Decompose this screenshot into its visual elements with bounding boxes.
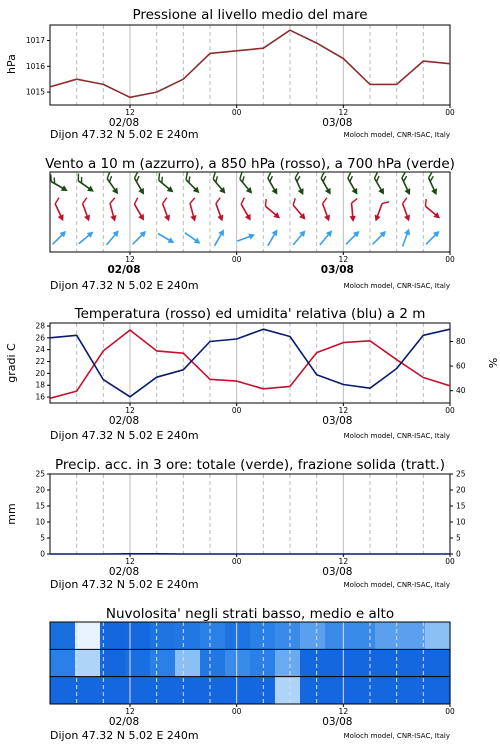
cloud-cell	[350, 649, 376, 677]
barb-head	[218, 228, 227, 236]
temperature-plot-frame	[50, 323, 450, 403]
wind-barb-700-hPa	[370, 172, 389, 197]
precipitation-dates	[109, 566, 353, 578]
precipitation-grid	[77, 474, 424, 554]
wind-barb-700-hPa	[102, 172, 123, 196]
wind-credit: Moloch model, CNR-ISAC, Italy	[343, 282, 450, 290]
wind-barb-850-hPa	[158, 198, 175, 223]
cloud-cell	[50, 677, 76, 705]
barb-head	[272, 188, 281, 196]
wind-barb-700-hPa	[424, 172, 442, 197]
date-label: 03/08	[322, 117, 353, 129]
barb-feather	[54, 198, 61, 204]
wind-barb-700-hPa	[316, 172, 335, 197]
barb-feather	[291, 198, 298, 205]
barb-head	[245, 214, 254, 222]
precipitation-plot-frame	[50, 474, 450, 554]
x-tick-label: 12	[338, 108, 349, 117]
barb-feather	[351, 199, 357, 204]
wind-barb-700-hPa	[291, 172, 309, 197]
pressure-panel	[5, 7, 455, 141]
wind-panel	[45, 156, 455, 292]
barb-head	[373, 215, 381, 223]
wind-barb-10-m	[400, 228, 413, 248]
wind-barb-850-hPa	[318, 198, 335, 223]
barb-head	[58, 214, 66, 222]
wind-barb-10-m	[130, 229, 148, 247]
y-tick-label: 5	[456, 533, 461, 543]
barb-feather	[382, 200, 389, 206]
barb-feather	[75, 174, 82, 181]
cloud-cell	[275, 622, 301, 650]
cloud-cell	[250, 677, 276, 705]
wind-barb-10-m	[344, 229, 362, 247]
barb-head	[352, 188, 361, 196]
barb-head	[164, 215, 172, 223]
precipitation-panel	[5, 457, 466, 591]
cloud-cell	[175, 622, 201, 650]
cloud-cell	[325, 649, 351, 677]
cloud-cell	[200, 677, 226, 705]
cloud-cell	[100, 622, 126, 650]
y-tick-label: 10	[35, 517, 45, 527]
cloud-cell	[275, 649, 301, 677]
cloud-cell	[400, 649, 426, 677]
y-tick-label: 15	[35, 501, 45, 511]
barb-feather	[133, 198, 140, 204]
wind-location: Dijon 47.32 N 5.02 E 240m	[50, 279, 199, 292]
temperature-y-ticks	[35, 321, 50, 401]
cloud-cell	[225, 649, 251, 677]
wind-title: Vento a 10 m (azzurro), a 850 hPa (rosso), a 700 hPa (verde)	[45, 156, 455, 172]
precipitation-y-axis-label: mm	[5, 503, 18, 525]
pressure-x-ticks	[125, 105, 455, 117]
y-tick-label: 22	[35, 357, 45, 367]
temperature-dates	[109, 415, 353, 427]
cloud-cell	[50, 649, 76, 677]
x-tick-label: 12	[125, 707, 135, 716]
temperature-y-axis-label: gradi C	[5, 343, 18, 383]
wind-barb-700-hPa	[397, 172, 415, 197]
wind-barb-700-hPa	[235, 172, 257, 196]
precipitation-title: Precip. acc. in 3 ore: totale (verde), frazione solida (tratt.)	[55, 457, 445, 473]
date-label: 02/08	[108, 117, 140, 129]
cloud-cell	[100, 677, 126, 705]
y-tick-label: 0	[456, 549, 461, 559]
y-tick-label: 15	[456, 501, 466, 511]
cloud-cell	[425, 677, 451, 705]
temperature-credit: Moloch model, CNR-ISAC, Italy	[343, 432, 450, 440]
wind-barb-850-hPa	[288, 198, 310, 222]
y-tick-label: 5	[40, 533, 45, 543]
temperature-line	[50, 330, 450, 398]
cloud-cell	[75, 649, 101, 677]
barb-feather	[81, 198, 88, 204]
y-tick-label: 1017	[25, 35, 45, 45]
barb-head	[190, 215, 198, 222]
barb-head	[378, 188, 387, 196]
cloud-location: Dijon 47.32 N 5.02 E 240m	[50, 729, 199, 742]
cloud-cell	[350, 677, 376, 705]
cloud-cell	[50, 622, 76, 650]
barb-feather	[215, 198, 222, 204]
date-label: 03/08	[322, 716, 353, 728]
barb-head	[61, 185, 69, 194]
y-tick-label: 10	[456, 517, 466, 527]
wind-barb-850-hPa	[420, 199, 444, 221]
temperature-location: Dijon 47.32 N 5.02 E 240m	[50, 429, 199, 442]
x-tick-label: 00	[445, 707, 455, 716]
humidity-y-axis-label: %	[486, 357, 499, 369]
x-tick-label: 12	[338, 406, 349, 415]
cloud-cell	[150, 622, 176, 650]
wind-barb-850-hPa	[212, 198, 229, 223]
date-label: 03/08	[322, 566, 353, 578]
pressure-line	[50, 30, 450, 97]
humidity-line	[50, 329, 450, 397]
precipitation-x-ticks	[125, 554, 455, 566]
wind-barb-850-hPa	[236, 198, 255, 223]
precipitation-location: Dijon 47.32 N 5.02 E 240m	[50, 578, 199, 591]
cloud-cell	[125, 622, 151, 650]
cloud-cell	[425, 649, 451, 677]
x-tick-label: 12	[338, 255, 349, 264]
barb-feather	[401, 198, 408, 204]
cloud-cell	[325, 677, 351, 705]
barb-head	[298, 188, 306, 196]
cloud-title: Nuvolosita' negli strati basso, medio e alto	[105, 606, 395, 622]
wind-barb-10-m	[156, 231, 176, 246]
wind-barb-10-m	[236, 232, 256, 245]
cloud-cell	[350, 622, 376, 650]
temperature-panel	[5, 306, 499, 442]
cloud-cell	[125, 677, 151, 705]
cloud-dates	[109, 716, 353, 728]
wind-barb-10-m	[77, 229, 96, 246]
wind-barb-10-m	[424, 229, 442, 247]
x-tick-label: 00	[231, 108, 242, 117]
cloud-cell	[300, 677, 326, 705]
wind-barbs	[46, 172, 444, 248]
wind-x-ticks	[125, 252, 455, 264]
wind-barb-700-hPa	[154, 173, 178, 195]
cloud-cell	[400, 622, 426, 650]
cloud-cell	[300, 622, 326, 650]
date-label: 02/08	[108, 716, 140, 728]
wind-barb-10-m	[317, 228, 334, 247]
barb-feather	[189, 198, 196, 203]
x-tick-label: 00	[231, 406, 242, 415]
cloud-cell	[175, 649, 201, 677]
wind-barb-700-hPa	[181, 173, 204, 196]
x-tick-label: 12	[338, 557, 349, 566]
wind-barb-10-m	[50, 229, 68, 247]
barb-head	[84, 215, 92, 223]
cloud-panel	[50, 606, 455, 742]
x-tick-label: 12	[125, 557, 135, 566]
barb-head	[431, 188, 439, 196]
cloud-cell	[425, 622, 451, 650]
barb-head	[349, 216, 356, 223]
y-tick-label: 1015	[25, 87, 45, 97]
wind-barb-850-hPa	[78, 198, 95, 223]
cloud-cell	[175, 677, 201, 705]
wind-barb-700-hPa	[208, 172, 230, 196]
wind-barb-850-hPa	[130, 198, 149, 223]
x-tick-label: 12	[125, 255, 135, 264]
cloud-cell	[400, 677, 426, 705]
wind-barb-850-hPa	[106, 198, 121, 223]
pressure-credit: Moloch model, CNR-ISAC, Italy	[343, 131, 450, 139]
cloud-cell	[225, 622, 251, 650]
humidity-y-ticks	[450, 337, 466, 395]
y-tick-label: 18	[35, 380, 45, 390]
date-label: 03/08	[322, 415, 353, 427]
pressure-y-axis-label: hPa	[5, 54, 18, 74]
x-tick-label: 00	[445, 108, 455, 117]
wind-barb-10-m	[104, 228, 121, 247]
precipitation-credit: Moloch model, CNR-ISAC, Italy	[343, 581, 450, 589]
y-tick-label: 20	[35, 485, 45, 495]
x-tick-label: 00	[445, 406, 455, 415]
wind-barb-850-hPa	[260, 199, 284, 221]
barb-head	[110, 215, 118, 222]
barb-head	[404, 215, 412, 223]
x-tick-label: 00	[231, 255, 242, 264]
x-tick-label: 12	[125, 108, 135, 117]
barb-feather	[109, 198, 116, 203]
barb-feather	[239, 198, 246, 204]
date-label: 02/08	[108, 415, 140, 427]
barb-head	[404, 188, 412, 196]
cloud-cell	[250, 622, 276, 650]
y-tick-label: 1016	[25, 61, 45, 71]
temperature-series	[50, 329, 450, 398]
wind-barb-850-hPa	[373, 199, 390, 224]
y-tick-label: 24	[35, 345, 45, 355]
cloud-credit: Moloch model, CNR-ISAC, Italy	[343, 732, 450, 740]
x-tick-label: 00	[231, 557, 242, 566]
barb-head	[138, 188, 147, 196]
wind-dates	[107, 264, 353, 276]
wind-barb-700-hPa	[343, 172, 362, 197]
wind-barb-10-m	[265, 228, 280, 248]
precipitation-y-ticks-right	[450, 470, 466, 559]
wind-grid	[77, 172, 424, 252]
date-label: 02/08	[107, 264, 141, 276]
cloud-cell	[75, 677, 101, 705]
pressure-series	[50, 30, 450, 97]
precipitation-y-ticks	[35, 470, 50, 559]
y-tick-label: 20	[456, 485, 466, 495]
wind-barb-10-m	[212, 228, 227, 248]
barb-head	[404, 228, 412, 236]
y-tick-label: 26	[35, 333, 45, 343]
temperature-grid	[77, 323, 424, 403]
cloud-cell	[275, 677, 301, 705]
barb-head	[324, 215, 332, 223]
cloud-cell	[325, 622, 351, 650]
y-tick-label: 20	[35, 368, 45, 378]
date-label: 02/08	[108, 566, 140, 578]
cloud-cell	[200, 622, 226, 650]
temperature-title: Temperatura (rosso) ed umidita' relativa (blu) a 2 m	[74, 306, 426, 322]
wind-barb-700-hPa	[130, 172, 149, 197]
cloud-cell	[225, 677, 251, 705]
x-tick-label: 00	[445, 557, 455, 566]
wind-barb-10-m	[291, 228, 308, 247]
cloud-x-ticks	[125, 704, 455, 716]
barb-feather	[48, 174, 54, 181]
cloud-cell	[250, 649, 276, 677]
wind-barb-850-hPa	[186, 198, 201, 223]
temperature-x-ticks	[125, 403, 455, 415]
wind-barb-850-hPa	[398, 198, 415, 223]
y-tick-label: 60	[456, 361, 466, 371]
wind-barb-850-hPa	[348, 199, 359, 223]
y-tick-label: 25	[456, 469, 466, 479]
barb-head	[217, 215, 225, 223]
y-tick-label: 25	[35, 469, 45, 479]
x-tick-label: 12	[338, 707, 349, 716]
wind-barb-700-hPa	[73, 174, 97, 195]
barb-head	[248, 232, 256, 240]
pressure-title: Pressione al livello medio del mare	[132, 7, 368, 23]
cloud-cell	[75, 622, 101, 650]
barb-feather	[321, 198, 328, 204]
wind-barb-10-m	[183, 230, 202, 246]
wind-barb-700-hPa	[263, 172, 282, 197]
date-label: 03/08	[320, 264, 354, 276]
cloud-cell	[100, 649, 126, 677]
y-tick-label: 80	[456, 336, 466, 346]
cloud-cell	[150, 649, 176, 677]
pressure-grid	[77, 25, 424, 105]
x-tick-label: 00	[445, 255, 455, 264]
barb-head	[168, 237, 176, 246]
cloud-cell	[125, 649, 151, 677]
cloud-cell	[150, 677, 176, 705]
x-tick-label: 12	[125, 406, 135, 415]
cloud-cell	[200, 649, 226, 677]
barb-head	[138, 214, 147, 222]
barb-head	[272, 228, 281, 236]
wind-barb-10-m	[370, 229, 388, 247]
barb-feather	[161, 198, 168, 204]
wind-barb-850-hPa	[51, 198, 69, 223]
y-tick-label: 40	[456, 386, 466, 396]
pressure-location: Dijon 47.32 N 5.02 E 240m	[50, 128, 199, 141]
barb-head	[325, 188, 334, 196]
cloud-cell	[300, 649, 326, 677]
pressure-plot-frame	[50, 25, 450, 105]
y-tick-label: 0	[40, 549, 45, 559]
y-tick-label: 28	[35, 321, 45, 331]
cloud-cells	[50, 622, 451, 704]
y-tick-label: 16	[35, 392, 45, 402]
pressure-y-ticks	[26, 36, 50, 97]
x-tick-label: 00	[231, 707, 242, 716]
